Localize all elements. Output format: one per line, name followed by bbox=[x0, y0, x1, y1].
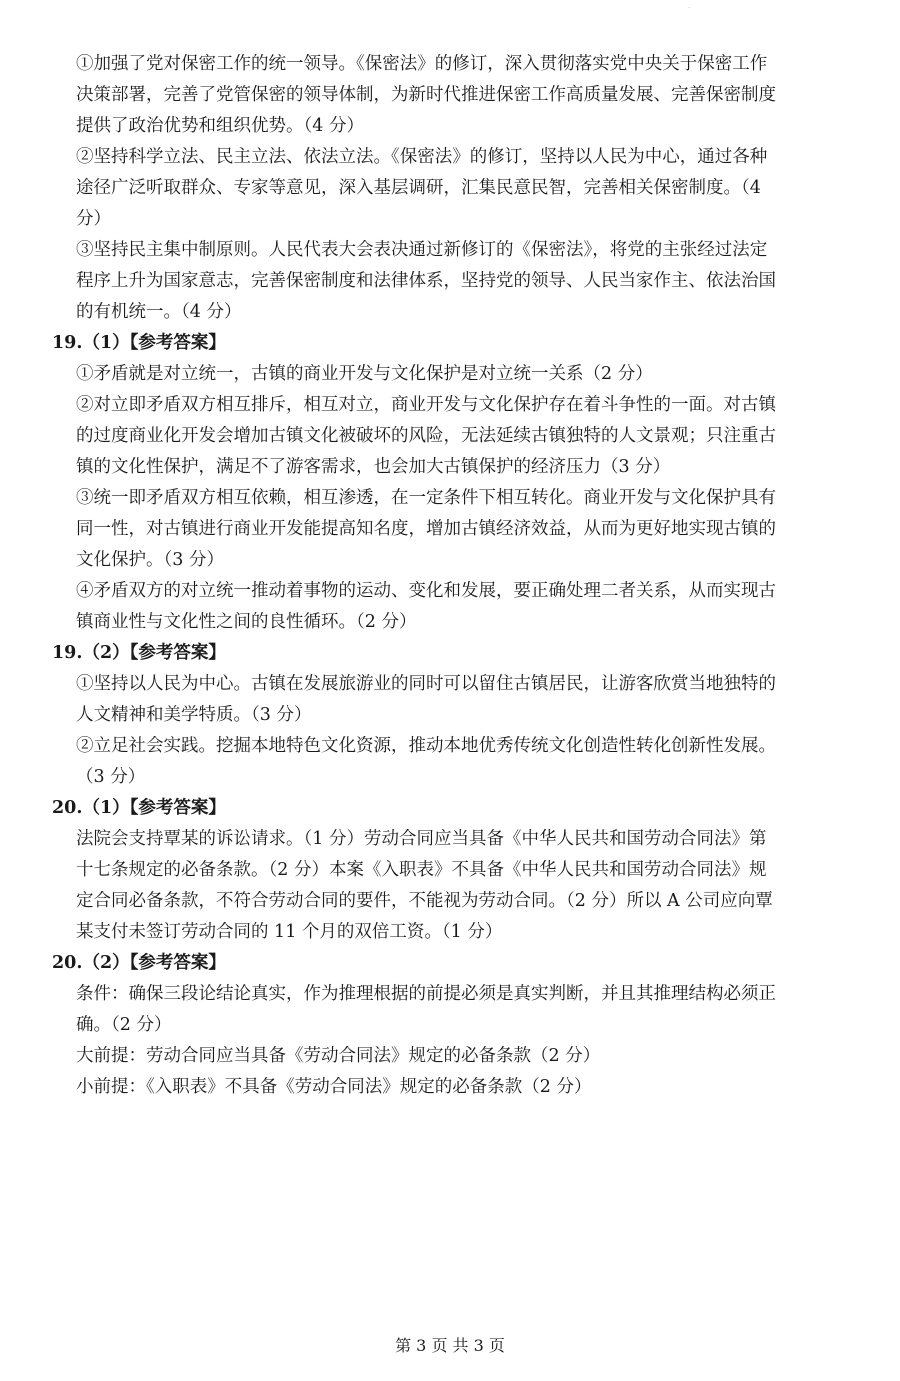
section-heading: 20.（2）【参考答案】 bbox=[52, 953, 226, 973]
text-line: 十七条规定的必备条款。（2 分）本案《入职表》不具备《中华人民共和国劳动合同法》规 bbox=[76, 860, 767, 880]
text-line: 定合同必备条款，不符合劳动合同的要件，不能视为劳动合同。（2 分）所以 A 公司应向覃 bbox=[76, 891, 773, 911]
text-line: 确。（2 分） bbox=[76, 1015, 172, 1035]
text-line: 小前提：《入职表》不具备《劳动合同法》规定的必备条款（2 分） bbox=[76, 1077, 592, 1097]
text-line: 同一性，对古镇进行商业开发能提高知名度，增加古镇经济效益，从而为更好地实现古镇的 bbox=[76, 519, 776, 539]
text-line: 大前提：劳动合同应当具备《劳动合同法》规定的必备条款（2 分） bbox=[76, 1046, 601, 1066]
document-body bbox=[52, 49, 882, 1103]
text-line: 人文精神和美学特质。（3 分） bbox=[76, 705, 312, 725]
text-line: ①矛盾就是对立统一，古镇的商业开发与文化保护是对立统一关系（2 分） bbox=[76, 364, 653, 384]
text-line: ②立足社会实践。挖掘本地特色文化资源，推动本地优秀传统文化创造性转化创新性发展。 bbox=[76, 736, 776, 756]
text-line: （3 分） bbox=[76, 767, 146, 787]
text-line: 分） bbox=[76, 209, 111, 229]
text-line: 文化保护。（3 分） bbox=[76, 550, 224, 570]
section-heading: 19.（2）【参考答案】 bbox=[52, 643, 226, 663]
text-line: 的过度商业化开发会增加古镇文化被破坏的风险，无法延续古镇独特的人文景观；只注重古 bbox=[76, 426, 776, 446]
text-line: 提供了政治优势和组织优势。（4 分） bbox=[76, 116, 364, 136]
text-line: 决策部署，完善了党管保密的领导体制，为新时代推进保密工作高质量发展、完善保密制度 bbox=[76, 85, 776, 105]
page-number: 第 3 页 共 3 页 bbox=[395, 1336, 505, 1355]
text-line: ④矛盾双方的对立统一推动着事物的运动、变化和发展，要正确处理二者关系，从而实现古 bbox=[76, 581, 776, 601]
text-line: ①坚持以人民为中心。古镇在发展旅游业的同时可以留住古镇居民，让游客欣赏当地独特的 bbox=[76, 674, 776, 694]
text-line: 镇的文化性保护，满足不了游客需求，也会加大古镇保护的经济压力（3 分） bbox=[76, 457, 671, 477]
text-line: ②坚持科学立法、民主立法、依法立法。《保密法》的修订，坚持以人民为中心，通过各种 bbox=[76, 147, 768, 167]
corner-mark: · bbox=[688, 4, 691, 12]
text-line: 法院会支持覃某的诉讼请求。（1 分）劳动合同应当具备《中华人民共和国劳动合同法》第 bbox=[76, 829, 767, 849]
text-line: 镇商业性与文化性之间的良性循环。（2 分） bbox=[76, 612, 417, 632]
text-line: 程序上升为国家意志，完善保密制度和法律体系，坚持党的领导、人民当家作主、依法治国 bbox=[76, 271, 776, 291]
text-line: ③统一即矛盾双方相互依赖，相互渗透，在一定条件下相互转化。商业开发与文化保护具有 bbox=[76, 488, 776, 508]
text-line: 某支付未签订劳动合同的 11 个月的双倍工资。（1 分） bbox=[76, 922, 503, 942]
section-heading: 20.（1）【参考答案】 bbox=[52, 798, 226, 818]
text-line: 途径广泛听取群众、专家等意见，深入基层调研，汇集民意民智，完善相关保密制度。（4 bbox=[76, 178, 761, 198]
text-line: ③坚持民主集中制原则。人民代表大会表决通过新修订的《保密法》，将党的主张经过法定 bbox=[76, 240, 768, 260]
section-heading: 19.（1）【参考答案】 bbox=[52, 333, 226, 353]
text-line: 条件：确保三段论结论真实，作为推理根据的前提必须是真实判断，并且其推理结构必须正 bbox=[76, 984, 776, 1004]
text-line: 的有机统一。（4 分） bbox=[76, 302, 242, 322]
text-line: ②对立即矛盾双方相互排斥，相互对立，商业开发与文化保护存在着斗争性的一面。对古镇 bbox=[76, 395, 776, 415]
text-line: ①加强了党对保密工作的统一领导。《保密法》的修订，深入贯彻落实党中央关于保密工作 bbox=[76, 54, 768, 74]
